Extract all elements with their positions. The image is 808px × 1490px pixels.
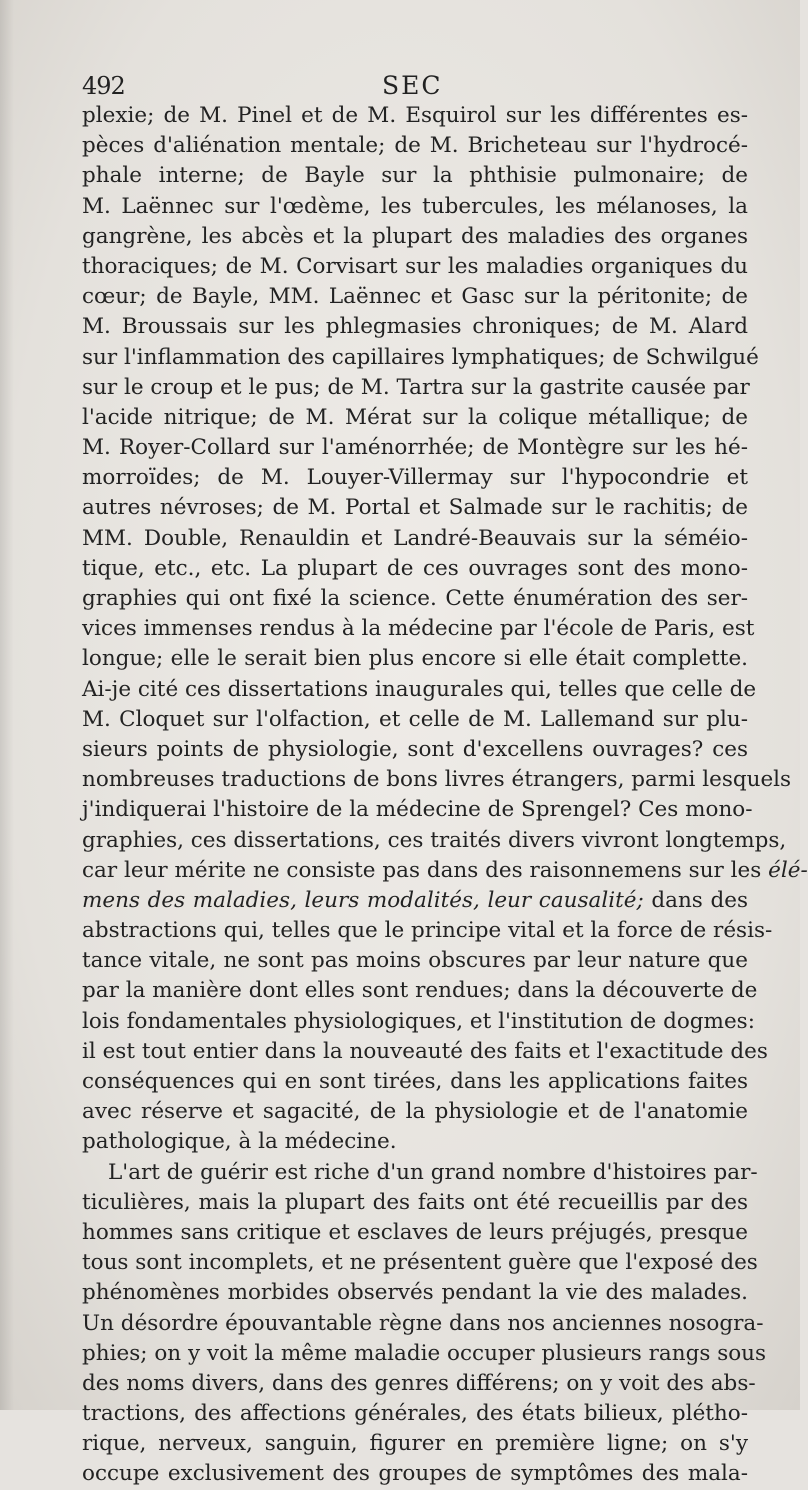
text-line: nombreuses traductions de bons livres étrangers, parmi lesquels [82, 767, 792, 793]
text-line: l'acide nitrique; de M. Mérat sur la colique métallique; de [82, 404, 748, 430]
text-line: M. Royer-Collard sur l'aménorrhée; de Montègre sur les hé- [82, 435, 748, 461]
text-line: conséquences qui en sont tirées, dans les applications faites [82, 1069, 748, 1094]
text-line: rique, nerveux, sanguin, figurer en première ligne; on s'y [82, 1431, 748, 1457]
text-line-mixed [82, 856, 808, 886]
text-line: M. Laënnec sur l'œdème, les tubercules, les mélanoses, la [82, 193, 748, 219]
text-line: abstractions qui, telles que le principe vital et la force de résis- [82, 918, 773, 944]
text-line: ticulières, mais la plupart des faits ont été recueillis par des [82, 1189, 748, 1215]
text-line: hommes sans critique et esclaves de leurs préjugés, presque [82, 1219, 748, 1245]
text-line: MM. Double, Renauldin et Landré-Beauvais sur la séméio- [82, 525, 748, 551]
text-line: Un désordre épouvantable règne dans nos anciennes nosogra- [82, 1310, 764, 1336]
paragraph-last-line: pathologique, à la médecine. [82, 1129, 397, 1155]
text-line: morroïdes; de M. Louyer-Villermay sur l'hypocondrie et [82, 465, 748, 491]
text-line: tractions, des affections générales, des états bilieux, plétho- [82, 1401, 748, 1427]
text-line-mixed [82, 886, 748, 916]
line-roman-part: car leur mérite ne consiste pas dans des raisonnemens sur les [82, 857, 762, 883]
line-roman-part: dans des [651, 887, 748, 913]
text-line: lois fondamentales physiologiques, et l'institution de dogmes: [82, 1008, 755, 1034]
text-line: il est tout entier dans la nouveauté des faits et l'exactitude des [82, 1038, 768, 1064]
text-line: autres névroses; de M. Portal et Salmade sur le rachitis; de [82, 495, 748, 521]
paragraph-first-line: L'art de guérir est riche d'un grand nombre d'histoires par- [108, 1159, 758, 1185]
text-line: graphies qui ont fixé la science. Cette énumération des ser- [82, 586, 748, 611]
text-line: phies; on y voit la même maladie occuper plusieurs rangs sous [82, 1340, 767, 1366]
text-line: sur l'inflammation des capillaires lymphatiques; de Schwilgué [82, 344, 759, 370]
text-line: plexie; de M. Pinel et de M. Esquirol sur les différentes es- [82, 103, 748, 128]
text-body [82, 101, 808, 1490]
text-line: M. Cloquet sur l'olfaction, et celle de M. Lallemand sur plu- [82, 706, 748, 732]
text-line: phénomènes morbides observés pendant la vie des malades. [82, 1280, 748, 1306]
text-line: tance vitale, ne sont pas moins obscures par leur nature que [82, 948, 748, 974]
text-line: tous sont incomplets, et ne présentent guère que l'exposé des [82, 1250, 758, 1276]
text-line: graphies, ces dissertations, ces traités divers vivront longtemps, [82, 827, 787, 853]
text-line: longue; elle le serait bien plus encore si elle était complette. [82, 646, 748, 672]
text-line: thoraciques; de M. Corvisart sur les maladies organiques du [82, 253, 748, 279]
text-line: sieurs points de physiologie, sont d'excellens ouvrages? ces [82, 736, 748, 762]
text-line: par la manière dont elles sont rendues; dans la découverte de [82, 978, 758, 1004]
page-number: 492 [82, 72, 125, 100]
italic-phrase: mens des maladies, leurs modalités, leur causalité; [82, 887, 644, 913]
text-line: vices immenses rendus à la médecine par l'école de Paris, est [82, 616, 755, 642]
text-line: avec réserve et sagacité, de la physiologie et de l'anatomie [82, 1099, 748, 1125]
text-line: tique, etc., etc. La plupart de ces ouvrages sont des mono- [82, 555, 748, 581]
text-line: des noms divers, dans des genres différens; on y voit des abs- [82, 1370, 756, 1396]
text-line: Ai-je cité ces dissertations inaugurales qui, telles que celle de [82, 676, 757, 702]
text-line: pèces d'aliénation mentale; de M. Bricheteau sur l'hydrocé- [82, 133, 748, 159]
text-line: phale interne; de Bayle sur la phthisie pulmonaire; de [82, 163, 748, 189]
text-line: j'indiquerai l'histoire de la médecine de Sprengel? Ces mono- [82, 797, 753, 823]
italic-phrase: élé- [768, 857, 808, 883]
text-line: M. Broussais sur les phlegmasies chroniques; de M. Alard [82, 314, 748, 340]
text-line: sur le croup et le pus; de M. Tartra sur la gastrite causée par [82, 374, 750, 400]
running-head: SEC [382, 71, 443, 100]
text-line: occupe exclusivement des groupes de symptômes des mala- [82, 1461, 748, 1487]
text-line: gangrène, les abcès et la plupart des maladies des organes [82, 223, 748, 249]
page-header [82, 72, 722, 104]
text-line: cœur; de Bayle, MM. Laënnec et Gasc sur la péritonite; de [82, 284, 748, 310]
